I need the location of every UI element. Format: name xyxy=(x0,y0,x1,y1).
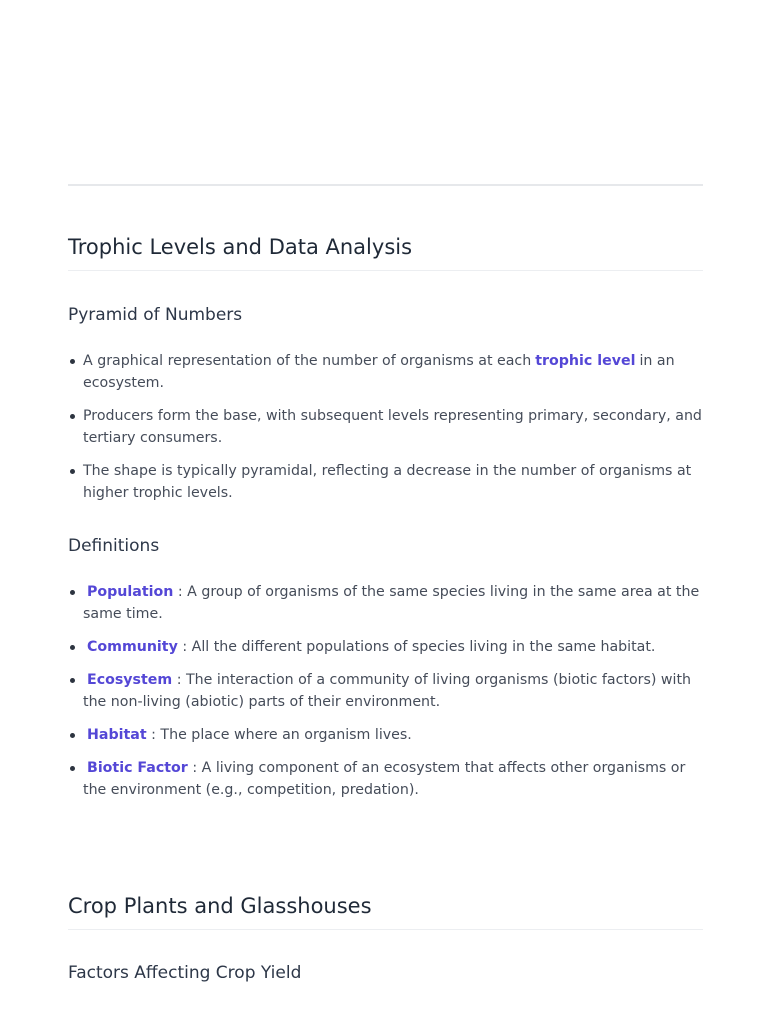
definition-item xyxy=(83,636,703,658)
section-title-trophic-levels: Trophic Levels and Data Analysis xyxy=(68,235,413,259)
bullet-text: in an ecosystem. xyxy=(83,353,675,391)
definition-item xyxy=(83,669,703,713)
term-link-habitat[interactable]: Habitat xyxy=(87,727,147,743)
bullet-text: Producers form the base, with subsequent levels representing primary, secondary, and tertiary consumers. xyxy=(83,408,702,446)
section-divider xyxy=(68,929,703,930)
definition-text: : A group of organisms of the same species living in the same area at the same time. xyxy=(83,584,700,622)
pyramid-bullet-list xyxy=(68,350,703,515)
definition-text: : The place where an organism lives. xyxy=(151,727,412,743)
definitions-list xyxy=(68,581,703,812)
list-item xyxy=(83,350,703,394)
definition-text: : All the different populations of species living in the same habitat. xyxy=(182,639,656,655)
term-link-biotic-factor[interactable]: Biotic Factor xyxy=(87,760,188,776)
list-item xyxy=(83,405,703,449)
subsection-title-pyramid-of-numbers: Pyramid of Numbers xyxy=(68,305,243,325)
definition-item xyxy=(83,581,703,625)
section-divider xyxy=(68,270,703,271)
term-link-ecosystem[interactable]: Ecosystem xyxy=(87,672,173,688)
definition-text: : A living component of an ecosystem that affects other organisms or the environment (e.g., competition, predation). xyxy=(83,760,686,798)
term-link-population[interactable]: Population xyxy=(87,584,174,600)
section-title-crop-plants: Crop Plants and Glasshouses xyxy=(68,894,372,918)
definition-item xyxy=(83,724,703,746)
list-item xyxy=(83,460,703,504)
term-link-trophic-level[interactable]: trophic level xyxy=(535,353,636,369)
bullet-text: A graphical representation of the number of organisms at each xyxy=(83,353,532,369)
definition-item xyxy=(83,757,703,801)
subsection-title-definitions: Definitions xyxy=(68,536,160,556)
top-divider xyxy=(68,184,703,186)
definition-text: : The interaction of a community of living organisms (biotic factors) with the non-living (abiotic) parts of their environment. xyxy=(83,672,692,710)
term-link-community[interactable]: Community xyxy=(87,639,178,655)
bullet-text: The shape is typically pyramidal, reflecting a decrease in the number of organisms at higher trophic levels. xyxy=(83,463,692,501)
subsection-title-crop-yield: Factors Affecting Crop Yield xyxy=(68,963,302,983)
